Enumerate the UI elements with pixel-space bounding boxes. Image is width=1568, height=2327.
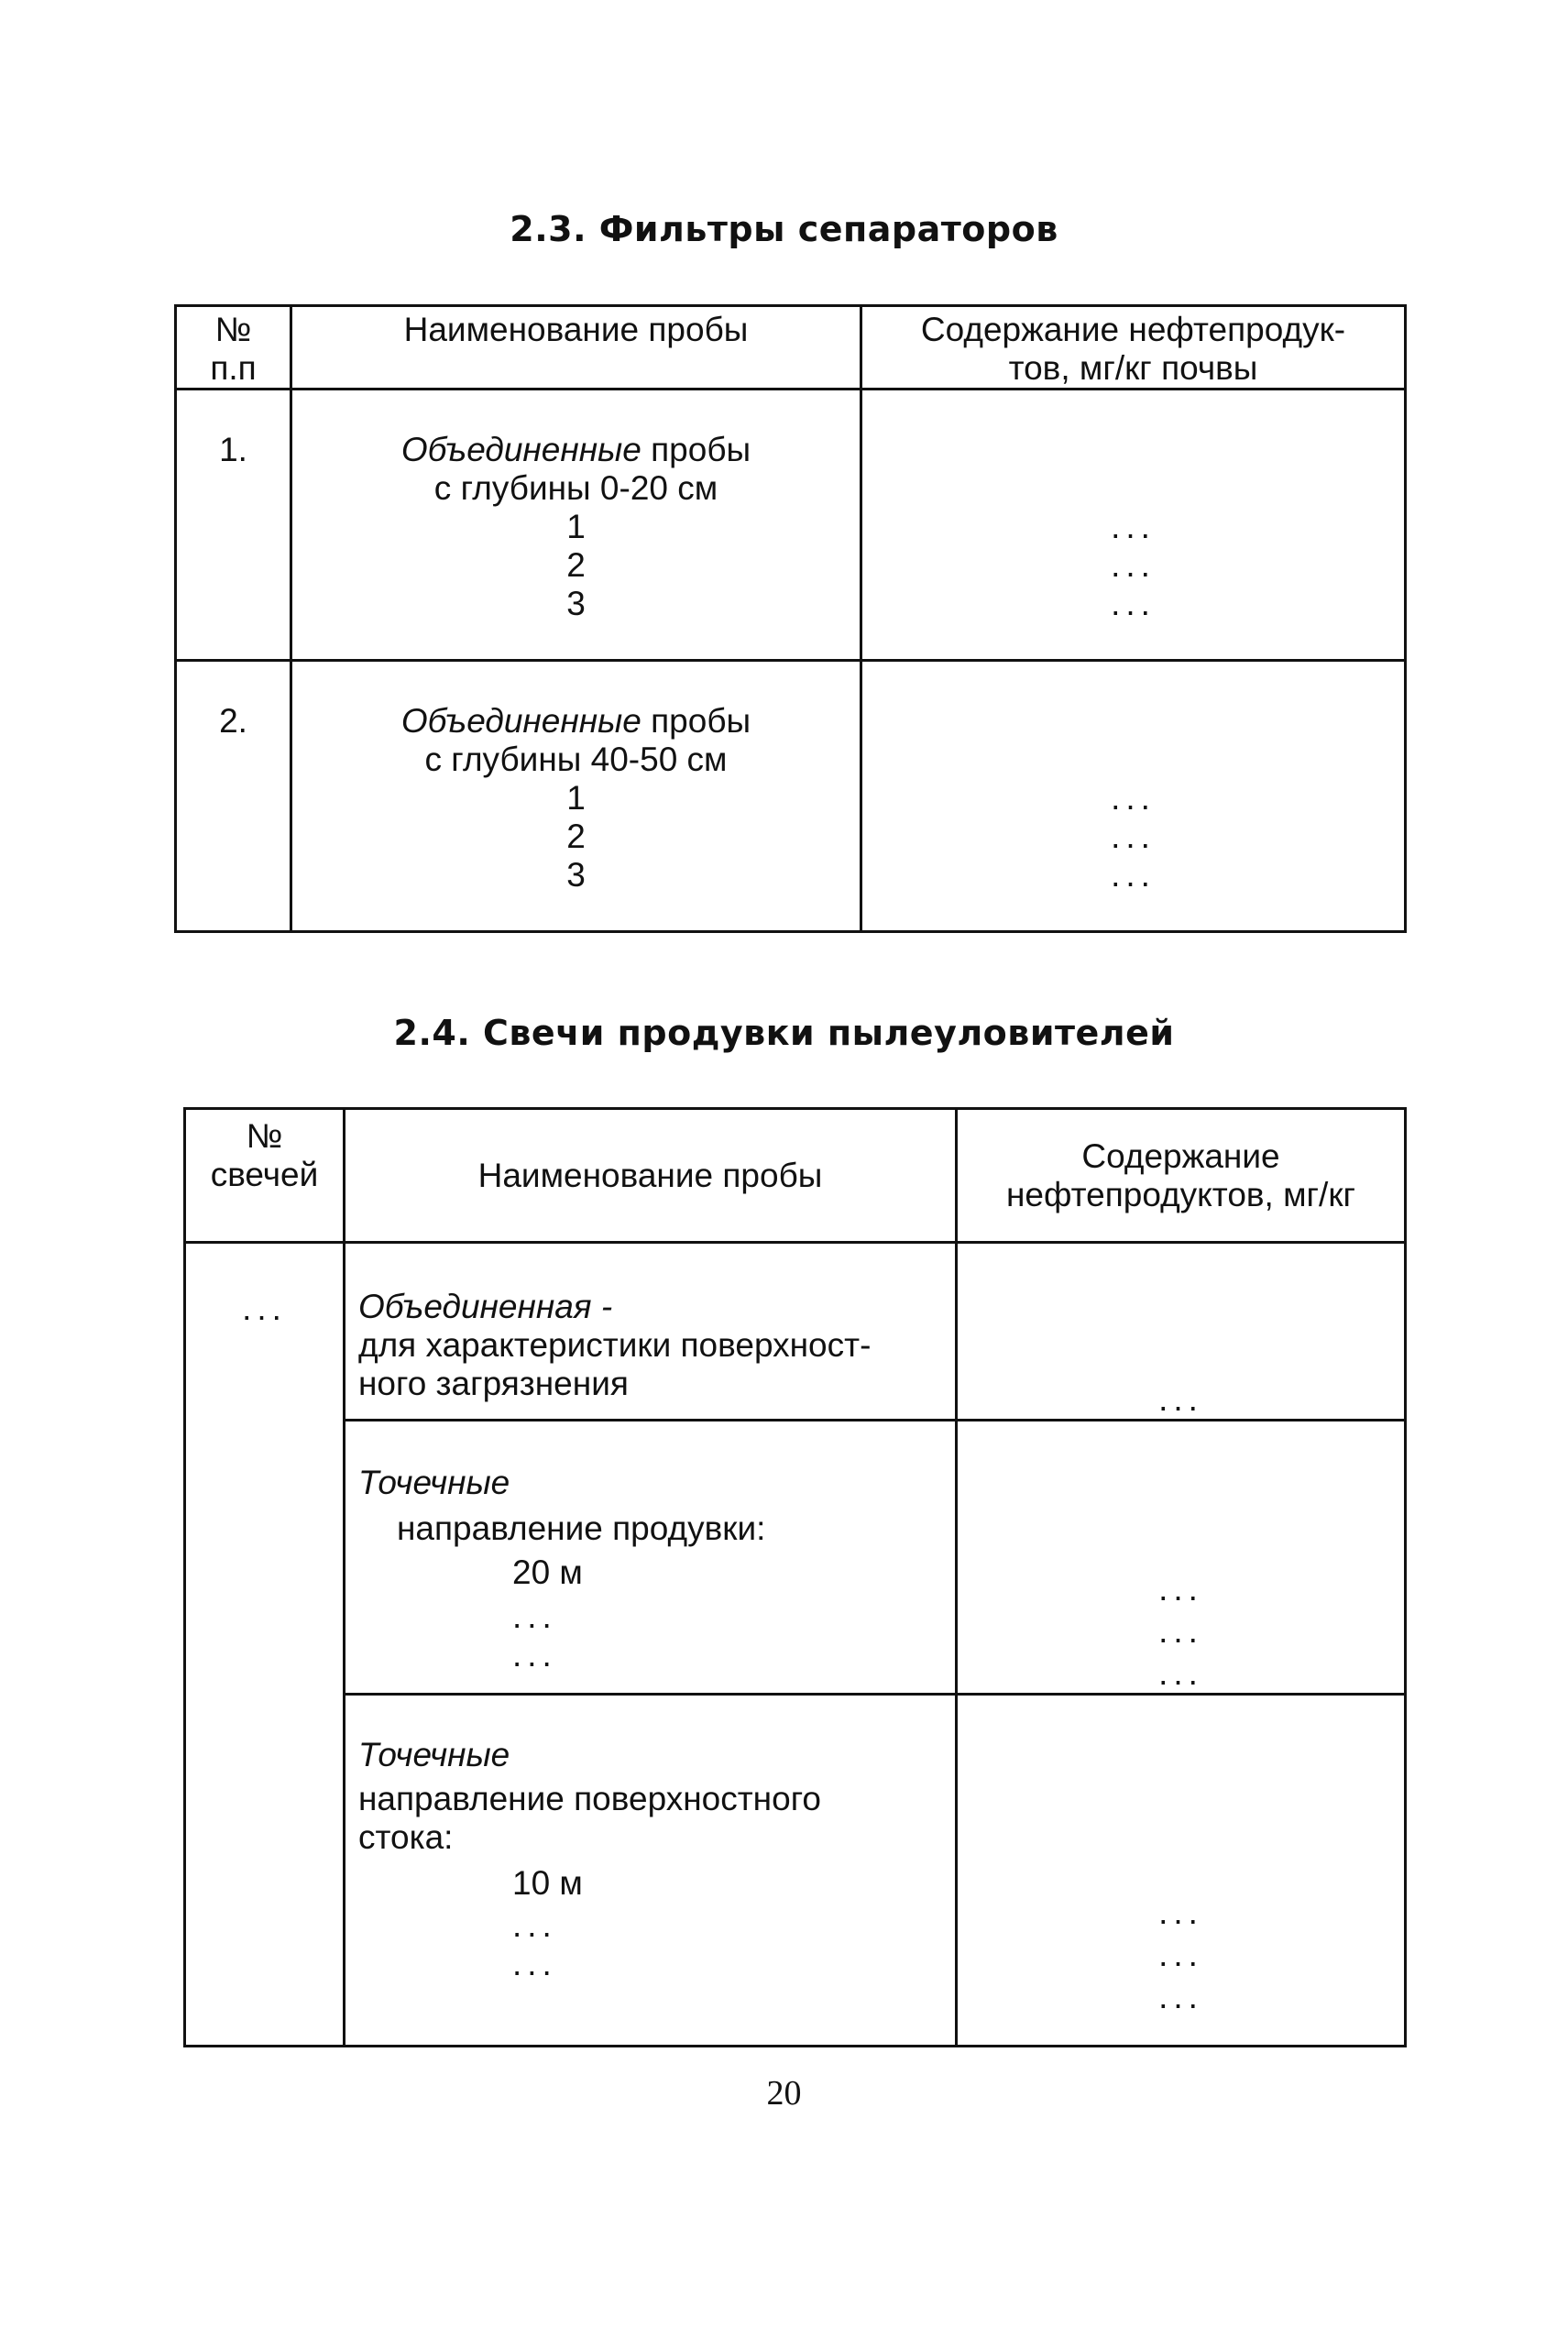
sample-name-cell <box>291 390 861 661</box>
content-value: ... <box>1158 1654 1203 1692</box>
sample-type: Объединенная - <box>358 1288 613 1325</box>
row-number: 1. <box>176 390 291 661</box>
sample-distance: ... <box>512 1906 557 1944</box>
sample-item: 1 <box>566 779 586 817</box>
content-value: ... <box>1158 1893 1203 1931</box>
col-header-content: Содержание нефтепродук- тов, мг/кг почвы <box>861 306 1406 390</box>
sample-depth: с глубины 40-50 см <box>424 741 728 778</box>
content-cell <box>957 1243 1406 1421</box>
content-value: ... <box>1111 856 1156 894</box>
sample-item: 1 <box>566 508 586 545</box>
page-number: 20 <box>766 2074 802 2113</box>
content-cell <box>957 1421 1406 1695</box>
sample-type: Точечные <box>358 1736 510 1773</box>
sample-type: Объединенные <box>400 431 641 468</box>
sample-direction: направление продувки: <box>397 1509 766 1547</box>
section-title-candles: 2.4. Свечи продувки пылеуловителей <box>393 1013 1175 1053</box>
filters-table <box>174 304 1407 933</box>
row-number: 2. <box>176 661 291 932</box>
sample-direction: стока: <box>358 1818 454 1856</box>
table-row <box>185 1695 1406 2047</box>
content-value: ... <box>1111 818 1156 855</box>
content-value: ... <box>1158 1612 1203 1650</box>
content-value: ... <box>1158 1978 1203 2015</box>
table-header-row <box>185 1109 1406 1243</box>
col-header-name: Наименование пробы <box>291 306 861 390</box>
col-header-number: № п.п <box>176 306 291 390</box>
content-value: ... <box>1111 585 1156 622</box>
content-value: ... <box>1111 779 1156 817</box>
table-row <box>176 390 1406 661</box>
content-cell <box>861 661 1406 932</box>
sample-distance: ... <box>512 1945 557 1982</box>
content-cell <box>957 1695 1406 2047</box>
sample-name-cell <box>345 1243 957 1421</box>
sample-distance: ... <box>512 1636 557 1674</box>
sample-name-cell <box>345 1421 957 1695</box>
sample-name-cell <box>345 1695 957 2047</box>
sample-item: 2 <box>566 546 586 584</box>
content-value: ... <box>1158 1936 1203 1973</box>
sample-description: ного загрязнения <box>358 1365 629 1402</box>
table-row <box>176 661 1406 932</box>
sample-distance: 10 м <box>512 1864 583 1902</box>
content-value: ... <box>1158 1380 1203 1418</box>
col-header-name: Наименование пробы <box>345 1109 957 1243</box>
sample-type: Объединенные <box>400 702 641 740</box>
content-cell <box>861 390 1406 661</box>
sample-word: пробы <box>641 702 751 740</box>
table-row <box>185 1243 1406 1421</box>
sample-distance: ... <box>512 1597 557 1635</box>
content-value: ... <box>1111 546 1156 584</box>
sample-item: 3 <box>566 585 586 622</box>
content-value: ... <box>1111 508 1156 545</box>
section-title-filters: 2.3. Фильтры сепараторов <box>510 209 1058 249</box>
sample-name-cell <box>291 661 861 932</box>
table-header-row <box>176 306 1406 390</box>
sample-item: 2 <box>566 818 586 855</box>
sample-type: Точечные <box>358 1464 510 1501</box>
sample-distance: 20 м <box>512 1553 583 1591</box>
sample-depth: с глубины 0-20 см <box>433 469 718 507</box>
col-header-content: Содержание нефтепродуктов, мг/кг <box>957 1109 1406 1243</box>
content-value: ... <box>1158 1570 1203 1608</box>
sample-item: 3 <box>566 856 586 894</box>
candle-number: ... <box>185 1243 345 2047</box>
sample-direction: направление поверхностного <box>358 1780 821 1817</box>
sample-description: для характеристики поверхност- <box>358 1326 872 1364</box>
table-row <box>185 1421 1406 1695</box>
candles-table <box>183 1107 1407 2047</box>
sample-word: пробы <box>641 431 751 468</box>
col-header-number: № свечей <box>185 1109 345 1243</box>
